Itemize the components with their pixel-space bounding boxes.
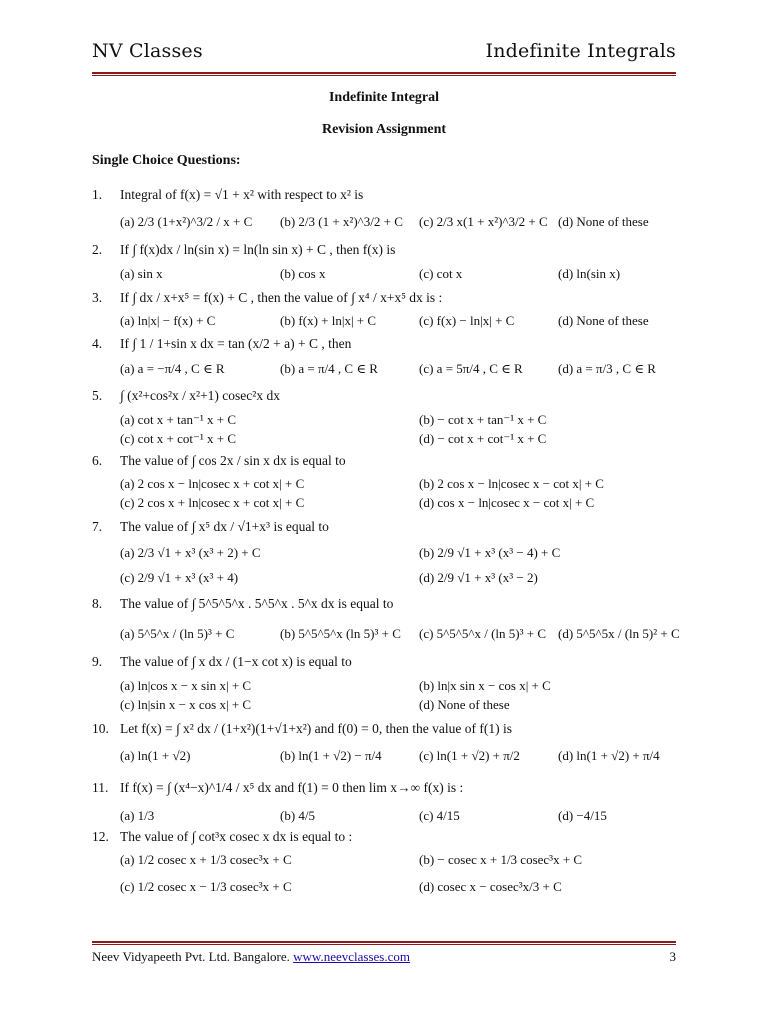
question-text: If ∫ 1 / 1+sin x dx = tan (x/2 + a) + C , then	[120, 336, 352, 351]
question-number: 9.	[92, 654, 103, 669]
option-d: (d) a = π/3 , C ∈ R	[558, 361, 656, 376]
page-header	[92, 40, 676, 70]
option-a: (a) 5^5^x / (ln 5)³ + C	[120, 626, 235, 641]
header-rule-thin	[92, 75, 676, 76]
option-b: (b) 2/3 (1 + x²)^3/2 + C	[280, 214, 403, 229]
option-c: (c) 2/3 x(1 + x²)^3/2 + C	[419, 214, 548, 229]
option-b: (b) 4/5	[280, 808, 316, 823]
option-d: (d) 5^5^5x / (ln 5)² + C	[558, 626, 680, 641]
option-b: (b) ln(1 + √2) − π/4	[280, 748, 382, 763]
question-number: 11.	[92, 780, 109, 795]
option-d: (d) 2/9 √1 + x³ (x³ − 2)	[419, 570, 538, 585]
option-a: (a) sin x	[120, 266, 163, 281]
question-number: 10.	[92, 721, 109, 736]
header-rule	[92, 72, 676, 74]
question-text: Let f(x) = ∫ x² dx / (1+x²)(1+√1+x²) and f(0) = 0, then the value of f(1) is	[120, 721, 512, 736]
question-text: The value of ∫ x⁵ dx / √1+x³ is equal to	[120, 519, 329, 534]
question-number: 6.	[92, 453, 103, 468]
question-text: The value of ∫ cos 2x / sin x dx is equal to	[120, 453, 346, 468]
option-a: (a) 1/3	[120, 808, 155, 823]
question-number: 8.	[92, 596, 103, 611]
option-c: (c) 4/15	[419, 808, 460, 823]
option-c: (c) 1/2 cosec x − 1/3 cosec³x + C	[120, 879, 292, 894]
header-right: Indefinite Integrals	[485, 40, 676, 62]
option-a: (a) 1/2 cosec x + 1/3 cosec³x + C	[120, 852, 292, 867]
option-b: (b) 5^5^5^x (ln 5)³ + C	[280, 626, 401, 641]
option-c: (c) ln(1 + √2) + π/2	[419, 748, 520, 763]
option-b: (b) f(x) + ln|x| + C	[280, 313, 377, 328]
option-a: (a) cot x + tan⁻¹ x + C	[120, 412, 237, 427]
question-text: ∫ (x²+cos²x / x²+1) cosec²x dx	[120, 388, 280, 403]
option-a: (a) 2 cos x − ln|cosec x + cot x| + C	[120, 476, 305, 491]
option-c: (c) a = 5π/4 , C ∈ R	[419, 361, 523, 376]
question-text: Integral of f(x) = √1 + x² with respect to x² is	[120, 187, 364, 202]
question-number: 3.	[92, 290, 103, 305]
option-b: (b) − cosec x + 1/3 cosec³x + C	[419, 852, 583, 867]
question-number: 1.	[92, 187, 103, 202]
option-b: (b) − cot x + tan⁻¹ x + C	[419, 412, 547, 427]
question-text: If f(x) = ∫ (x⁴−x)^1/4 / x⁵ dx and f(1) = 0 then lim x→∞ f(x) is :	[120, 780, 464, 795]
footer-company: Neev Vidyapeeth Pvt. Ltd. Bangalore.	[92, 949, 294, 964]
option-b: (b) 2 cos x − ln|cosec x − cot x| + C	[419, 476, 604, 491]
footer-rule	[92, 941, 676, 943]
footer-website-link[interactable]: www.neevclasses.com	[293, 949, 410, 964]
page-number: 3	[669, 949, 676, 964]
option-b: (b) 2/9 √1 + x³ (x³ − 4) + C	[419, 545, 561, 560]
question-text: If ∫ f(x)dx / ln(sin x) = ln(ln sin x) + C , then f(x) is	[120, 242, 396, 257]
option-d: (d) None of these	[558, 214, 649, 229]
question-text: The value of ∫ cot³x cosec x dx is equal to :	[120, 829, 353, 844]
question-number: 4.	[92, 336, 103, 351]
option-d: (d) None of these	[558, 313, 649, 328]
option-d: (d) ln(sin x)	[558, 266, 621, 281]
doc-subtitle: Revision Assignment	[321, 122, 447, 137]
option-a: (a) 2/3 √1 + x³ (x³ + 2) + C	[120, 545, 261, 560]
option-d: (d) None of these	[419, 697, 510, 712]
option-a: (a) ln(1 + √2)	[120, 748, 191, 763]
footer-credit	[92, 949, 410, 965]
option-a: (a) ln|x| − f(x) + C	[120, 313, 216, 328]
option-c: (c) cot x	[419, 266, 463, 281]
question-number: 2.	[92, 242, 103, 257]
option-c: (c) ln|sin x − x cos x| + C	[120, 697, 252, 712]
section-heading: Single Choice Questions:	[92, 153, 241, 168]
option-b: (b) ln|x sin x − cos x| + C	[419, 678, 551, 693]
option-c: (c) cot x + cot⁻¹ x + C	[120, 431, 237, 446]
option-c: (c) 2 cos x + ln|cosec x + cot x| + C	[120, 495, 305, 510]
option-c: (c) 2/9 √1 + x³ (x³ + 4)	[120, 570, 239, 585]
option-b: (b) a = π/4 , C ∈ R	[280, 361, 378, 376]
question-number: 7.	[92, 519, 103, 534]
option-a: (a) a = −π/4 , C ∈ R	[120, 361, 225, 376]
doc-title: Indefinite Integral	[328, 90, 440, 105]
question-number: 12.	[92, 829, 109, 844]
option-d: (d) cosec x − cosec³x/3 + C	[419, 879, 562, 894]
header-left: NV Classes	[92, 40, 203, 62]
option-b: (b) cos x	[280, 266, 326, 281]
option-c: (c) f(x) − ln|x| + C	[419, 313, 515, 328]
option-a: (a) 2/3 (1+x²)^3/2 / x + C	[120, 214, 253, 229]
question-text: The value of ∫ x dx / (1−x cot x) is equal to	[120, 654, 352, 669]
question-number: 5.	[92, 388, 103, 403]
question-text: If ∫ dx / x+x⁵ = f(x) + C , then the value of ∫ x⁴ / x+x⁵ dx is :	[120, 290, 443, 305]
option-d: (d) − cot x + cot⁻¹ x + C	[419, 431, 547, 446]
option-a: (a) ln|cos x − x sin x| + C	[120, 678, 252, 693]
footer-rule-thin	[92, 944, 676, 945]
option-d: (d) cos x − ln|cosec x − cot x| + C	[419, 495, 595, 510]
question-text: The value of ∫ 5^5^5^x . 5^5^x . 5^x dx is equal to	[120, 596, 394, 611]
option-d: (d) −4/15	[558, 808, 607, 823]
option-d: (d) ln(1 + √2) + π/4	[558, 748, 660, 763]
option-c: (c) 5^5^5^x / (ln 5)³ + C	[419, 626, 547, 641]
